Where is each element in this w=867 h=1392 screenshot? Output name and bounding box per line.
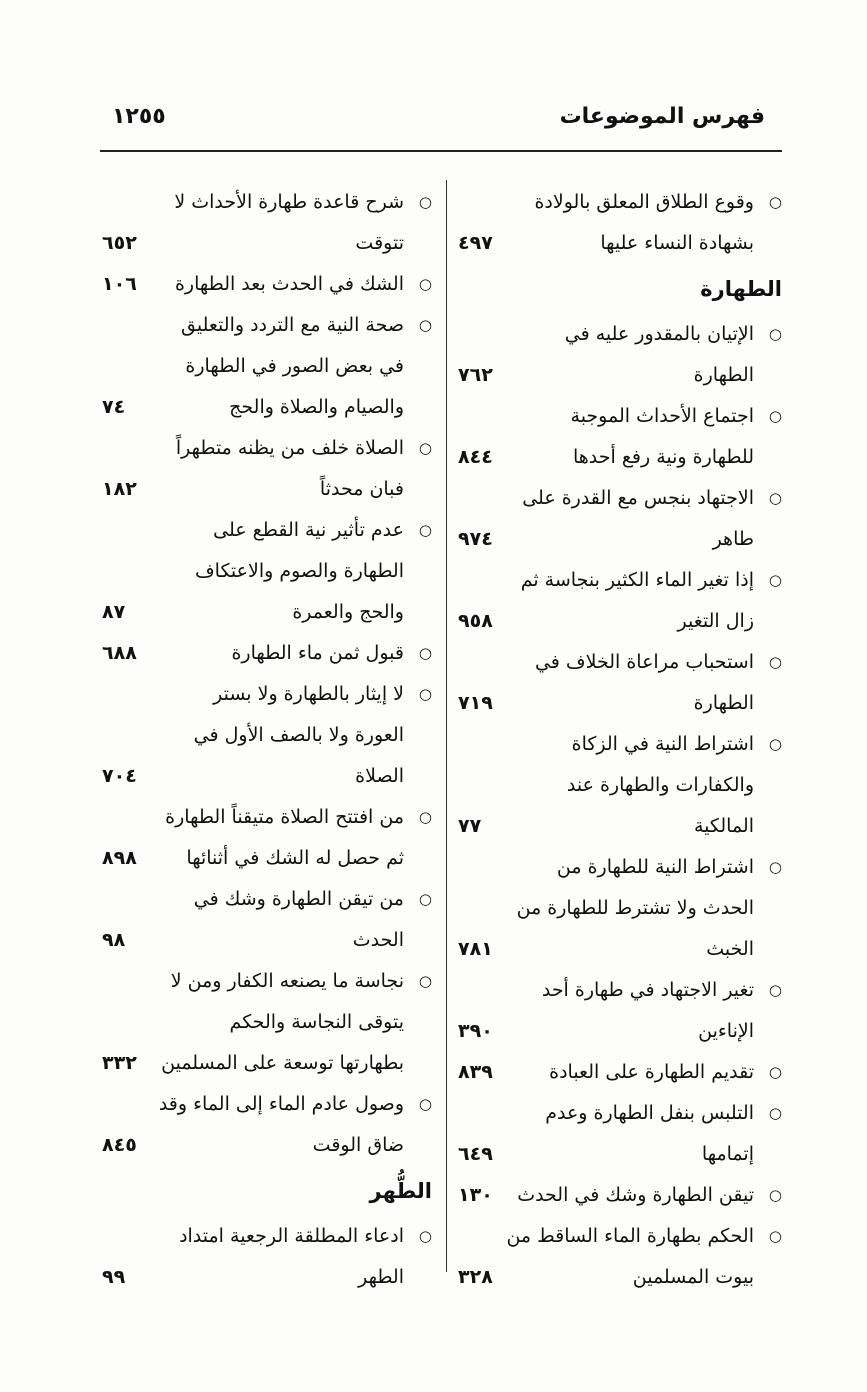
entry-line: بيوت المسلمين xyxy=(632,1266,754,1288)
bullet-circle-icon: ○ xyxy=(418,1227,432,1245)
section-heading: الطُّهر xyxy=(369,1179,432,1203)
bullet-circle-icon: ○ xyxy=(418,193,432,211)
page-number: ١٢٥٥ xyxy=(112,104,166,129)
entry-page-number: ٨٩٨ xyxy=(102,847,137,869)
entry-line: للطهارة ونية رفع أحدها xyxy=(572,446,754,468)
index-entry xyxy=(456,560,784,642)
index-entry xyxy=(100,182,434,264)
bullet-circle-icon: ○ xyxy=(768,571,782,589)
left-column xyxy=(100,182,434,1298)
entry-page-number: ٤٩٧ xyxy=(458,232,493,254)
index-entry xyxy=(100,1084,434,1166)
entry-line: إذا تغير الماء الكثير بنجاسة ثم xyxy=(520,569,754,591)
index-entry xyxy=(100,961,434,1084)
entry-page-number: ١٨٢ xyxy=(102,478,137,500)
entry-line: استحباب مراعاة الخلاف في xyxy=(534,651,754,673)
entry-text xyxy=(170,264,404,305)
entry-page-number: ٧٤ xyxy=(102,396,126,418)
entry-text xyxy=(526,724,754,847)
entry-line: لا إيثار بالطهارة ولا بستر xyxy=(213,683,404,705)
entry-text xyxy=(170,305,404,428)
entry-line: بطهارتها توسعة على المسلمين xyxy=(161,1052,404,1074)
bullet-circle-icon: ○ xyxy=(768,858,782,876)
entry-page-number: ٩٩ xyxy=(102,1266,126,1288)
bullet-circle-icon: ○ xyxy=(418,685,432,703)
entry-text xyxy=(526,182,754,264)
entry-line: الحدث xyxy=(352,929,404,951)
entry-page-number: ٦٨٨ xyxy=(102,642,137,664)
bullet-circle-icon: ○ xyxy=(418,521,432,539)
entry-line: ادعاء المطلقة الرجعية امتداد xyxy=(179,1225,404,1247)
index-entry xyxy=(456,970,784,1052)
entry-page-number: ٩٧٤ xyxy=(458,528,493,550)
entry-text xyxy=(526,970,754,1052)
entry-line: زال التغير xyxy=(677,610,754,632)
entry-text xyxy=(526,314,754,396)
entry-line: والكفارات والطهارة عند xyxy=(566,774,754,796)
entry-text xyxy=(516,847,754,970)
entry-text xyxy=(526,1093,754,1175)
entry-line: الصلاة خلف من يظنه متطهراً xyxy=(175,437,404,459)
entry-page-number: ١٣٠ xyxy=(458,1184,493,1206)
entry-page-number: ٣٢٨ xyxy=(458,1266,493,1288)
entry-line: والصيام والصلاة والحج xyxy=(229,396,404,418)
bullet-circle-icon: ○ xyxy=(768,193,782,211)
entry-line: وقوع الطلاق المعلق بالولادة xyxy=(534,191,754,213)
index-entry xyxy=(456,396,784,478)
entry-line: في بعض الصور في الطهارة xyxy=(185,355,404,377)
entry-line: تيقن الطهارة وشك في الحدث xyxy=(517,1184,754,1206)
entry-text xyxy=(170,674,404,797)
index-entry xyxy=(456,1216,784,1298)
entry-line: ضاق الوقت xyxy=(312,1134,404,1156)
entry-line: الطهارة xyxy=(693,692,754,714)
entry-line: تغير الاجتهاد في طهارة أحد xyxy=(541,979,754,1001)
entry-page-number: ٦٥٢ xyxy=(102,232,137,254)
entry-text xyxy=(170,428,404,510)
index-entry xyxy=(100,633,434,674)
bullet-circle-icon: ○ xyxy=(418,275,432,293)
entry-line: اجتماع الأحداث الموجبة xyxy=(570,405,754,427)
bullet-circle-icon: ○ xyxy=(418,972,432,990)
entry-line: اشتراط النية للطهارة من xyxy=(556,856,754,878)
bullet-circle-icon: ○ xyxy=(418,644,432,662)
entry-line: الإتيان بالمقدور عليه في xyxy=(564,323,754,345)
entry-text xyxy=(520,560,754,642)
entry-page-number: ٨٧ xyxy=(102,601,126,623)
bullet-circle-icon: ○ xyxy=(768,1063,782,1081)
entry-page-number: ٦٤٩ xyxy=(458,1143,493,1165)
entry-line: التلبس بنفل الطهارة وعدم xyxy=(545,1102,754,1124)
index-entry xyxy=(456,182,784,264)
index-entry xyxy=(100,510,434,633)
page-title: فهرس الموضوعات xyxy=(559,104,765,129)
index-entry xyxy=(456,314,784,396)
entry-text xyxy=(526,1052,754,1093)
entry-line: الطهارة xyxy=(693,364,754,386)
entry-page-number: ٧٠٤ xyxy=(102,765,137,787)
column-divider xyxy=(446,180,447,1272)
entry-text xyxy=(161,961,404,1084)
entry-line: ثم حصل له الشك في أثنائها xyxy=(186,847,404,869)
entry-line: الطهارة والصوم والاعتكاف xyxy=(194,560,404,582)
index-entry xyxy=(100,1216,434,1298)
index-entry xyxy=(100,879,434,961)
bullet-circle-icon: ○ xyxy=(768,1104,782,1122)
bullet-circle-icon: ○ xyxy=(418,890,432,908)
entry-text xyxy=(165,797,404,879)
entry-line: بشهادة النساء عليها xyxy=(600,232,754,254)
entry-text xyxy=(170,633,404,674)
entry-group-main xyxy=(100,182,434,1166)
bullet-circle-icon: ○ xyxy=(768,407,782,425)
entry-line: من افتتح الصلاة متيقناً الطهارة xyxy=(165,806,404,828)
entry-page-number: ٧١٩ xyxy=(458,692,493,714)
entry-page-number: ٩٨ xyxy=(102,929,126,951)
entry-text xyxy=(170,1216,404,1298)
bullet-circle-icon: ○ xyxy=(768,489,782,507)
index-entry xyxy=(100,428,434,510)
bullet-circle-icon: ○ xyxy=(418,1095,432,1113)
entry-line: نجاسة ما يصنعه الكفار ومن لا xyxy=(170,970,404,992)
entry-page-number: ٣٣٢ xyxy=(102,1052,137,1074)
entry-line: من تيقن الطهارة وشك في xyxy=(193,888,404,910)
bullet-circle-icon: ○ xyxy=(768,735,782,753)
entry-line: وصول عادم الماء إلى الماء وقد xyxy=(158,1093,404,1115)
entry-group-bottom xyxy=(100,1216,434,1298)
entry-line: الشك في الحدث بعد الطهارة xyxy=(174,273,404,295)
entry-line: عدم تأثير نية القطع على xyxy=(213,519,404,541)
entry-page-number: ٨٣٩ xyxy=(458,1061,493,1083)
entry-line: الخبث xyxy=(706,938,754,960)
entry-text xyxy=(170,879,404,961)
bullet-circle-icon: ○ xyxy=(768,653,782,671)
entry-text xyxy=(517,1175,754,1216)
index-entry xyxy=(456,1093,784,1175)
entry-page-number: ٧٦٢ xyxy=(458,364,493,386)
bullet-circle-icon: ○ xyxy=(418,439,432,457)
entry-text xyxy=(170,182,404,264)
index-entry xyxy=(100,264,434,305)
entry-text xyxy=(506,1216,754,1298)
entry-group-main xyxy=(456,314,784,1298)
bullet-circle-icon: ○ xyxy=(418,316,432,334)
bullet-circle-icon: ○ xyxy=(418,808,432,826)
index-entry xyxy=(100,674,434,797)
header-rule xyxy=(100,150,782,152)
section-heading: الطهارة xyxy=(700,277,782,301)
entry-text xyxy=(526,642,754,724)
entry-line: الحدث ولا تشترط للطهارة من xyxy=(516,897,754,919)
entry-line: المالكية xyxy=(693,815,754,837)
entry-group-top xyxy=(456,182,784,264)
index-entry xyxy=(456,724,784,847)
entry-page-number: ٨٤٥ xyxy=(102,1134,137,1156)
entry-line: الطهر xyxy=(358,1266,404,1288)
index-entry xyxy=(100,305,434,428)
entry-line: الصلاة xyxy=(355,765,404,787)
bullet-circle-icon: ○ xyxy=(768,1186,782,1204)
index-entry xyxy=(100,797,434,879)
entry-line: تقديم الطهارة على العبادة xyxy=(549,1061,754,1083)
entry-page-number: ٩٥٨ xyxy=(458,610,493,632)
entry-text xyxy=(170,510,404,633)
entry-line: العورة ولا بالصف الأول في xyxy=(193,724,404,746)
index-entry xyxy=(456,1175,784,1216)
right-column xyxy=(456,182,784,1298)
entry-line: فبان محدثاً xyxy=(319,478,404,500)
entry-text xyxy=(526,396,754,478)
entry-page-number: ٣٩٠ xyxy=(458,1020,493,1042)
entry-line: صحة النية مع التردد والتعليق xyxy=(181,314,404,336)
bullet-circle-icon: ○ xyxy=(768,981,782,999)
index-entry xyxy=(456,847,784,970)
bullet-circle-icon: ○ xyxy=(768,325,782,343)
entry-page-number: ٧٨١ xyxy=(458,938,493,960)
entry-line: الإناءين xyxy=(698,1020,754,1042)
entry-line: طاهر xyxy=(712,528,754,550)
index-entry xyxy=(456,642,784,724)
entry-line: تتوقت xyxy=(355,232,404,254)
entry-page-number: ١٠٦ xyxy=(102,273,137,295)
index-entry xyxy=(456,478,784,560)
entry-line: إتمامها xyxy=(701,1143,754,1165)
entry-line: قبول ثمن ماء الطهارة xyxy=(231,642,404,664)
bullet-circle-icon: ○ xyxy=(768,1227,782,1245)
entry-line: الاجتهاد بنجس مع القدرة على xyxy=(522,487,754,509)
entry-line: الحكم بطهارة الماء الساقط من xyxy=(506,1225,754,1247)
entry-line: اشتراط النية في الزكاة xyxy=(571,733,754,755)
entry-line: يتوقى النجاسة والحكم xyxy=(229,1011,404,1033)
page-header xyxy=(102,104,765,140)
entry-line: والحج والعمرة xyxy=(292,601,404,623)
entry-page-number: ٨٤٤ xyxy=(458,446,493,468)
entry-text xyxy=(522,478,754,560)
entry-page-number: ٧٧ xyxy=(458,815,482,837)
entry-text xyxy=(158,1084,404,1166)
entry-line: شرح قاعدة طهارة الأحداث لا xyxy=(174,191,404,213)
index-entry xyxy=(456,1052,784,1093)
